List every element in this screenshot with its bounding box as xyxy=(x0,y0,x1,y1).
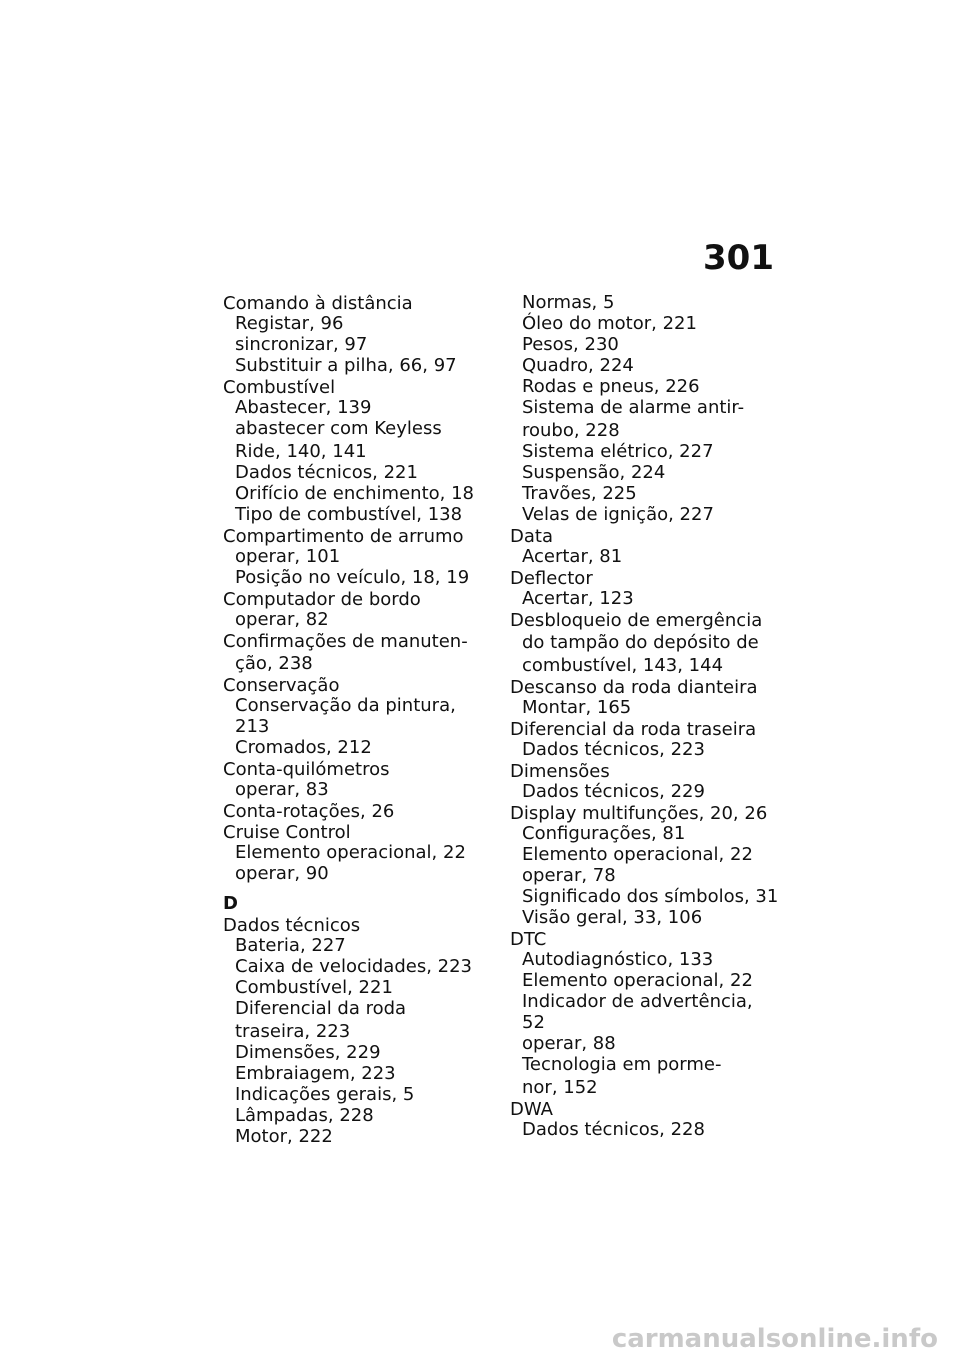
index-entry: Diferencial da roda traseira xyxy=(510,719,757,740)
index-subentry: operar, 78 xyxy=(522,865,616,886)
index-subentry: Dados técnicos, 228 xyxy=(522,1119,705,1140)
index-subentry: operar, 83 xyxy=(235,779,329,800)
index-subentry: operar, 82 xyxy=(235,609,329,630)
index-subentry: Lâmpadas, 228 xyxy=(235,1105,374,1126)
index-subentry: Visão geral, 33, 106 xyxy=(522,907,703,928)
index-entry: Compartimento de arrumo xyxy=(223,526,464,547)
index-subentry: Abastecer, 139 xyxy=(235,397,372,418)
index-subentry: Dados técnicos, 229 xyxy=(522,781,705,802)
index-entry: Desbloqueio de emergência xyxy=(510,610,763,631)
index-subentry: Sistema elétrico, 227 xyxy=(522,441,714,462)
index-entry: Cruise Control xyxy=(223,822,351,843)
index-subentry: Dimensões, 229 xyxy=(235,1042,381,1063)
index-subentry: Orifício de enchimento, 18 xyxy=(235,483,474,504)
index-entry: DTC xyxy=(510,929,547,950)
index-entry: DWA xyxy=(510,1099,553,1120)
index-entry: Dimensões xyxy=(510,761,610,782)
index-subentry: Motor, 222 xyxy=(235,1126,333,1147)
index-subentry: Significado dos símbolos, 31 xyxy=(522,886,779,907)
index-subentry: Pesos, 230 xyxy=(522,334,619,355)
index-continuation: nor, 152 xyxy=(522,1077,598,1098)
index-subentry: Caixa de velocidades, 223 xyxy=(235,956,472,977)
index-subentry: Tipo de combustível, 138 xyxy=(235,504,463,525)
index-entry: Display multifunções, 20, 26 xyxy=(510,803,768,824)
index-entry: Combustível xyxy=(223,377,336,398)
index-entry: Conservação xyxy=(223,675,340,696)
index-subentry: Elemento operacional, 22 xyxy=(235,842,466,863)
index-subentry: Elemento operacional, 22 xyxy=(522,970,753,991)
index-subentry: Sistema de alarme antir- xyxy=(522,397,745,418)
index-subentry: Combustível, 221 xyxy=(235,977,393,998)
index-subentry: Suspensão, 224 xyxy=(522,462,666,483)
index-entry: Descanso da roda dianteira xyxy=(510,677,758,698)
index-column-right xyxy=(510,292,780,1140)
index-subentry: abastecer com Keyless xyxy=(235,418,442,439)
index-continuation: traseira, 223 xyxy=(235,1021,351,1042)
index-subentry: Posição no veículo, 18, 19 xyxy=(235,567,470,588)
index-subentry: Montar, 165 xyxy=(522,697,632,718)
index-continuation: roubo, 228 xyxy=(522,420,620,441)
index-subentry: Elemento operacional, 22 xyxy=(522,844,753,865)
index-subentry: sincronizar, 97 xyxy=(235,334,368,355)
index-letter-heading: D xyxy=(223,893,238,914)
index-subentry: Bateria, 227 xyxy=(235,935,346,956)
index-subentry: Indicações gerais, 5 xyxy=(235,1084,415,1105)
index-continuation: ção, 238 xyxy=(235,653,313,674)
index-entry: Conta-quilómetros xyxy=(223,759,390,780)
index-subentry: operar, 90 xyxy=(235,863,329,884)
index-subentry: Acertar, 81 xyxy=(522,546,623,567)
index-subentry: Substituir a pilha, 66, 97 xyxy=(235,355,457,376)
index-entry: Conta-rotações, 26 xyxy=(223,801,395,822)
index-subentry: Dados técnicos, 221 xyxy=(235,462,418,483)
index-subentry: Óleo do motor, 221 xyxy=(522,313,697,334)
index-subentry: operar, 88 xyxy=(522,1033,616,1054)
index-entry: Confirmações de manuten- xyxy=(223,631,468,652)
index-entry: Deflector xyxy=(510,568,593,589)
index-entry: Computador de bordo xyxy=(223,589,421,610)
index-column-left xyxy=(223,292,493,1147)
index-subentry: Autodiagnóstico, 133 xyxy=(522,949,714,970)
index-continuation: do tampão do depósito de xyxy=(522,632,759,653)
index-continuation: Ride, 140, 141 xyxy=(235,441,367,462)
index-subentry: Velas de ignição, 227 xyxy=(522,504,714,525)
index-subentry: Conservação da pintura, 213 xyxy=(235,695,456,737)
index-subentry: Embraiagem, 223 xyxy=(235,1063,396,1084)
index-subentry: Rodas e pneus, 226 xyxy=(522,376,700,397)
index-entry: Dados técnicos xyxy=(223,915,361,936)
index-subentry: Acertar, 123 xyxy=(522,588,634,609)
index-subentry: Diferencial da roda xyxy=(235,998,407,1019)
page-number: 301 xyxy=(703,238,774,278)
index-subentry: Normas, 5 xyxy=(522,292,615,313)
index-subentry: Configurações, 81 xyxy=(522,823,686,844)
index-subentry: Cromados, 212 xyxy=(235,737,372,758)
index-subentry: Travões, 225 xyxy=(522,483,637,504)
index-subentry: Indicador de advertência, 52 xyxy=(522,991,753,1033)
watermark: carmanualsonline.info xyxy=(611,1324,938,1354)
index-subentry: Tecnologia em porme- xyxy=(522,1054,722,1075)
index-continuation: combustível, 143, 144 xyxy=(522,655,724,676)
index-entry: Data xyxy=(510,526,553,547)
index-subentry: Registar, 96 xyxy=(235,313,344,334)
index-subentry: Dados técnicos, 223 xyxy=(522,739,705,760)
index-subentry: operar, 101 xyxy=(235,546,341,567)
index-entry: Comando à distância xyxy=(223,293,413,314)
index-subentry: Quadro, 224 xyxy=(522,355,634,376)
